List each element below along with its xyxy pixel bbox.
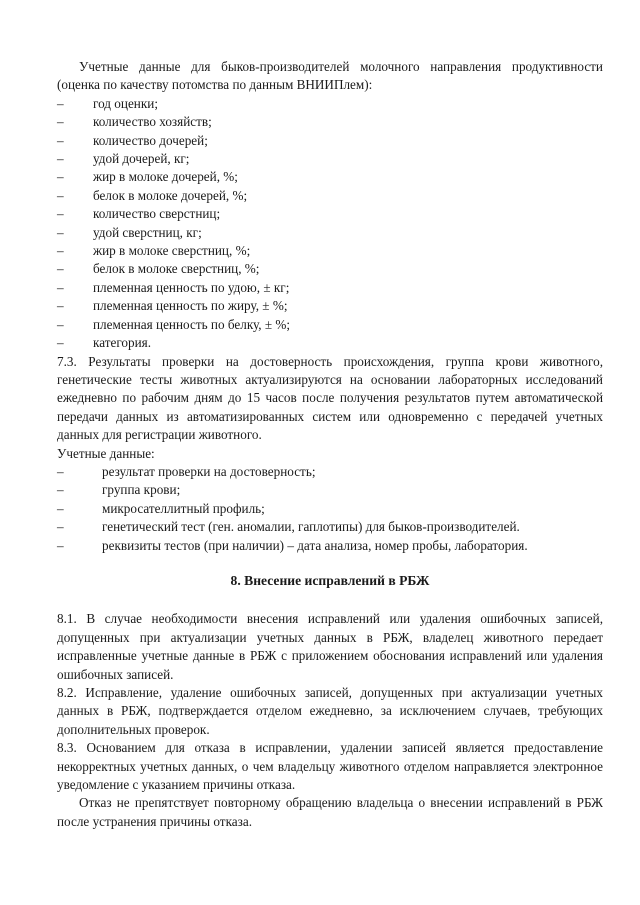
list-item bbox=[57, 279, 603, 297]
list-item bbox=[57, 113, 603, 131]
list-item-text: генетический тест (ген. аномалии, гаплотипы) для быков-производителей. bbox=[102, 519, 520, 535]
list-item-text: результат проверки на достоверность; bbox=[102, 463, 316, 479]
paragraph-8-3: 8.3. Основанием для отказа в исправлении, удалении записей является предоставление некорректных учетных данных, о чем владельцу животного отделом направляется электронное уведомление с указанием причины отказа. bbox=[57, 740, 603, 793]
list-item bbox=[57, 537, 603, 555]
list-item bbox=[57, 168, 603, 186]
dash-marker: – bbox=[57, 482, 64, 498]
dash-marker: – bbox=[57, 500, 64, 516]
list-item-text: жир в молоке дочерей, %; bbox=[93, 169, 238, 185]
list-item bbox=[57, 463, 603, 481]
list-item-text: белок в молоке сверстниц, %; bbox=[93, 261, 260, 277]
dash-marker: – bbox=[57, 316, 64, 332]
list-item-text: микросателлитный профиль; bbox=[102, 500, 265, 516]
list-item bbox=[57, 518, 603, 536]
intro-paragraph: Учетные данные для быков-производителей молочного направления продуктивности (оценка по качеству потомства по данным ВНИИПлем): bbox=[57, 59, 603, 93]
list-item bbox=[57, 260, 603, 278]
list-item bbox=[57, 187, 603, 205]
list-item-text: племенная ценность по удою, ± кг; bbox=[93, 279, 290, 295]
dash-marker: – bbox=[57, 279, 64, 295]
list-item-text: реквизиты тестов (при наличии) – дата анализа, номер пробы, лаборатория. bbox=[102, 537, 528, 553]
section-title: 8. Внесение исправлений в РБЖ bbox=[230, 572, 430, 588]
dash-marker: – bbox=[57, 206, 64, 222]
bull-accounting-data-list bbox=[57, 95, 603, 353]
list-item-text: группа крови; bbox=[102, 482, 181, 498]
list-item-text: количество сверстниц; bbox=[93, 206, 221, 222]
list-item bbox=[57, 297, 603, 315]
dash-marker: – bbox=[57, 261, 64, 277]
dash-marker: – bbox=[57, 224, 64, 240]
list-item-text: жир в молоке сверстниц, %; bbox=[93, 243, 251, 259]
list-item-text: племенная ценность по жиру, ± %; bbox=[93, 298, 288, 314]
dash-marker: – bbox=[57, 95, 64, 111]
dash-marker: – bbox=[57, 463, 64, 479]
list-item-text: племенная ценность по белку, ± %; bbox=[93, 316, 291, 332]
list-item bbox=[57, 481, 603, 499]
list-item-text: белок в молоке дочерей, %; bbox=[93, 187, 248, 203]
list-item-text: удой сверстниц, кг; bbox=[93, 224, 202, 240]
dash-marker: – bbox=[57, 243, 64, 259]
list-item-text: количество хозяйств; bbox=[93, 114, 212, 130]
list-item-text: год оценки; bbox=[93, 95, 158, 111]
list-item bbox=[57, 334, 603, 352]
dash-marker: – bbox=[57, 537, 64, 553]
paragraph-7-3: 7.3. Результаты проверки на достоверность происхождения, группа крови животного, генетические тесты животных актуализируются на основании лабораторных исследований ежедневно по рабочим дням до 15 часов после получения результатов путем автоматической передачи данных из автоматизированных систем или одновременно с передачей учетных данных для регистрации животного. bbox=[57, 353, 603, 443]
final-paragraph: Отказ не препятствует повторному обращению владельца о внесении исправлений в РБЖ после устранения причины отказа. bbox=[57, 795, 603, 829]
paragraph-8-1: 8.1. В случае необходимости внесения исправлений или удаления ошибочных записей, допущенных при актуализации учетных данных в РБЖ, владелец животного передает исправленные учетные данные в РБЖ с приложением обоснования исправлений или удаления ошибочных записей. bbox=[57, 611, 603, 682]
accounting-data-label: Учетные данные: bbox=[57, 445, 155, 461]
list-item bbox=[57, 205, 603, 223]
dash-marker: – bbox=[57, 169, 64, 185]
document-page bbox=[57, 58, 603, 831]
list-item-text: количество дочерей; bbox=[93, 132, 208, 148]
dash-marker: – bbox=[57, 519, 64, 535]
list-item bbox=[57, 150, 603, 168]
dash-marker: – bbox=[57, 132, 64, 148]
list-item bbox=[57, 500, 603, 518]
dash-marker: – bbox=[57, 151, 64, 167]
test-accounting-data-list bbox=[57, 463, 603, 555]
list-item bbox=[57, 132, 603, 150]
list-item-text: удой дочерей, кг; bbox=[93, 151, 190, 167]
list-item bbox=[57, 224, 603, 242]
list-item bbox=[57, 316, 603, 334]
dash-marker: – bbox=[57, 114, 64, 130]
paragraph-8-2: 8.2. Исправление, удаление ошибочных записей, допущенных при актуализации учетных данных в РБЖ, подтверждается отделом ежедневно, за исключением случаев, требующих дополнительных проверок. bbox=[57, 685, 603, 737]
list-item bbox=[57, 95, 603, 113]
list-item-text: категория. bbox=[93, 335, 152, 351]
dash-marker: – bbox=[57, 335, 64, 351]
list-item bbox=[57, 242, 603, 260]
dash-marker: – bbox=[57, 298, 64, 314]
dash-marker: – bbox=[57, 187, 64, 203]
